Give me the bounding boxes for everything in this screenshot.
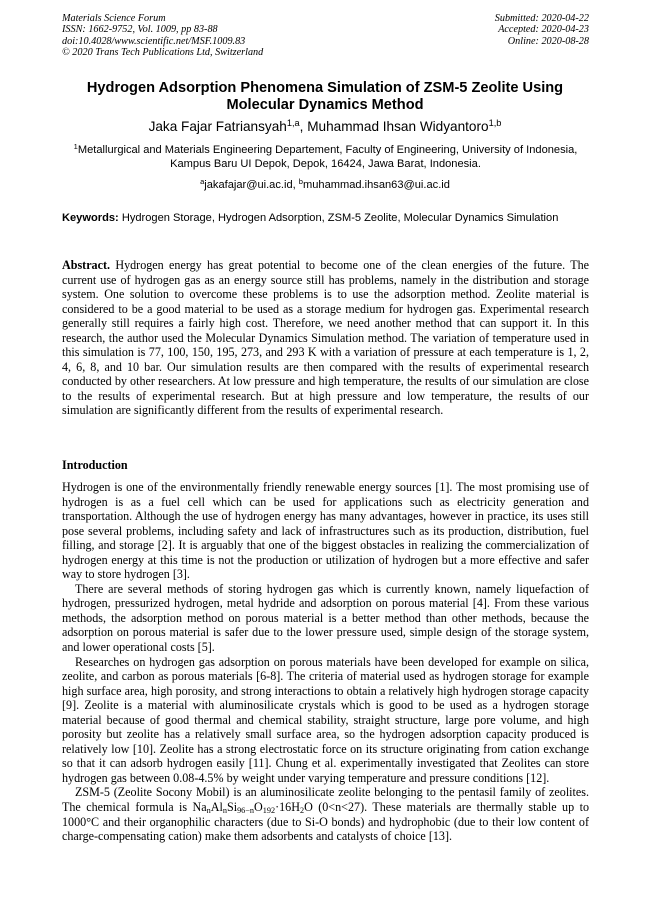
abstract <box>62 258 589 418</box>
author-affiliation-mark: 1,a <box>286 117 300 128</box>
email-mark: a <box>200 176 205 186</box>
affiliation-mark: 1 <box>73 141 78 151</box>
author-affiliation-mark: 1,b <box>488 117 502 128</box>
section-heading-introduction: Introduction <box>62 458 128 472</box>
paragraph-text: O (0<n<27). These materials are thermally stable up to 1000°C and their organophilic characters (due to Si-O bonds) and hydrophobic (due to their low content of charge-compensating cation) make them adsorbents and catalysts of choice [13]. <box>62 800 589 844</box>
formula-subscript: 96−n <box>237 806 255 816</box>
formula-subscript: 2 <box>299 806 305 816</box>
formula-text: Si <box>226 800 238 815</box>
paragraph-text: ZSM-5 (Zeolite Socony Mobil) is an aluminosilicate zeolite belonging to the pentasil family of zeolites. The chemical formula is Na <box>62 785 589 815</box>
paper-title-line-2: Molecular Dynamics Method <box>226 97 424 113</box>
abstract-text: Hydrogen energy has great potential to become one of the clean energies of the future. The current use of hydrogen gas as an energy source still has problems, namely in the distribution and storage system. One solution to overcome these problems is to use the adsorption method. Zeolite material is considered to be a good material to be used as a storage medium for hydrogen gas. Experimental research generally still requires a fairly high cost. Therefore, we need another method that can support it. In this research, the author used the Molecular Dynamics Simulation method. The variation of temperature used in this simulation is 77, 100, 150, 195, 273, and 293 K with a variation of pressure at each temperature is 1, 2, 4, 6, 8, and 10 bar. Our simulation results are then compared with the results of experimental research conducted by other researchers. At low pressure and high temperature, the results of our simulation are close to the results of experimental research. But at high pressure and low temperature, the results of our simulation are significantly different from the results of experimental research. <box>62 258 589 418</box>
formula-text: ·16H <box>275 800 300 815</box>
keywords-label: Keywords: <box>62 212 119 224</box>
publication-dates <box>495 13 589 47</box>
formula-subscript: 192 <box>262 806 276 816</box>
author-email: muhammad.ihsan63@ui.ac.id <box>302 179 450 191</box>
formula-subscript: n <box>206 806 211 816</box>
email-mark: b <box>298 176 303 186</box>
journal-name: Materials Science Forum <box>62 13 166 24</box>
formula-text: Al <box>210 800 223 815</box>
journal-copyright: © 2020 Trans Tech Publications Ltd, Switzerland <box>62 46 264 58</box>
submitted-date: Submitted: 2020-04-22 <box>494 13 589 24</box>
paper-title-line-1: Hydrogen Adsorption Phenomena Simulation of ZSM-5 Zeolite Using <box>86 80 564 96</box>
author-separator: , <box>299 119 308 134</box>
affiliation <box>62 143 589 172</box>
body-paragraph: Researches on hydrogen gas adsorption on porous materials have been developed for example on silica, zeolite, and carbon as porous materials [6-8]. The criteria of material used as hydrogen storage for example high surface area, high porosity, and strong interactions to obtain a relatively high hydrogen storage capacity [9]. Zeolite is a material with aluminosilicate crystals which is good to be used as a hydrogen storage material because of good thermal and chemical stability, straight structure, large pore volume, and high porosity but zeolite has a relatively small surface area, so the hydrogen adsorption capacity produced is relatively low [10]. Zeolite has a strong electrostatic force on its structure originating from cation exchange so that it can adsorb hydrogen easily [11]. Chung et al. experimentally investigated that Zeolites can store hydrogen gas between 0.08-4.5% by weight under varying temperature and pressure conditions [12]. <box>62 654 589 785</box>
journal-issn: ISSN: 1662-9752, Vol. 1009, pp 83-88 <box>62 24 218 36</box>
abstract-label: Abstract. <box>62 258 111 272</box>
affiliation-text: Metallurgical and Materials Engineering Departement, Faculty of Engineering, University of Indonesia, Kampus Baru UI Depok, Depok, 16424, Jawa Barat, Indonesia. <box>77 144 578 171</box>
keywords <box>62 211 589 225</box>
author-email: jakafajar@ui.ac.id <box>204 179 293 191</box>
formula-subscript: n <box>222 806 227 816</box>
author-name: Muhammad Ihsan Widyantoro <box>307 119 489 134</box>
accepted-date: Accepted: 2020-04-23 <box>498 24 589 36</box>
author-name: Jaka Fajar Fatriansyah <box>148 119 287 134</box>
body-paragraph <box>62 785 589 843</box>
author-list <box>40 119 610 135</box>
formula-text: O <box>254 800 263 815</box>
journal-info <box>62 13 263 58</box>
body-paragraph: There are several methods of storing hydrogen gas which is currently known, namely liquefaction of hydrogen, pressurized hydrogen, metal hydride and adsorption on porous material [4]. From these various methods, the adsorption method on porous material is a better method than other methods, because the adsorption on porous material is safer due to the lower pressure used, simple design of the storage system, and lower operational costs [5]. <box>62 581 589 655</box>
keywords-text: Hydrogen Storage, Hydrogen Adsorption, ZSM-5 Zeolite, Molecular Dynamics Simulation <box>121 212 559 224</box>
online-date: Online: 2020-08-28 <box>507 35 589 47</box>
email-separator: , <box>292 179 299 191</box>
body-paragraph: Hydrogen is one of the environmentally friendly renewable energy sources [1]. The most promising use of hydrogen is as a fuel cell which can be used for applications such as electricity generation and transportation. Although the use of hydrogen energy has many advantages, however in practice, its uses still pose several problems, including safety and lack of infrastructures such as its production, distribution, fuel filling, and storage [2]. It is arguably that one of the biggest obstacles in realizing the commercialization of hydrogen energy at this time is not the production or utilization of hydrogen but a more effective and safer way to store hydrogen [3]. <box>62 480 589 582</box>
introduction-body <box>62 480 589 844</box>
journal-doi: doi:10.4028/www.scientific.net/MSF.1009.83 <box>62 35 246 47</box>
paper-title <box>40 80 610 114</box>
author-emails <box>40 178 610 192</box>
